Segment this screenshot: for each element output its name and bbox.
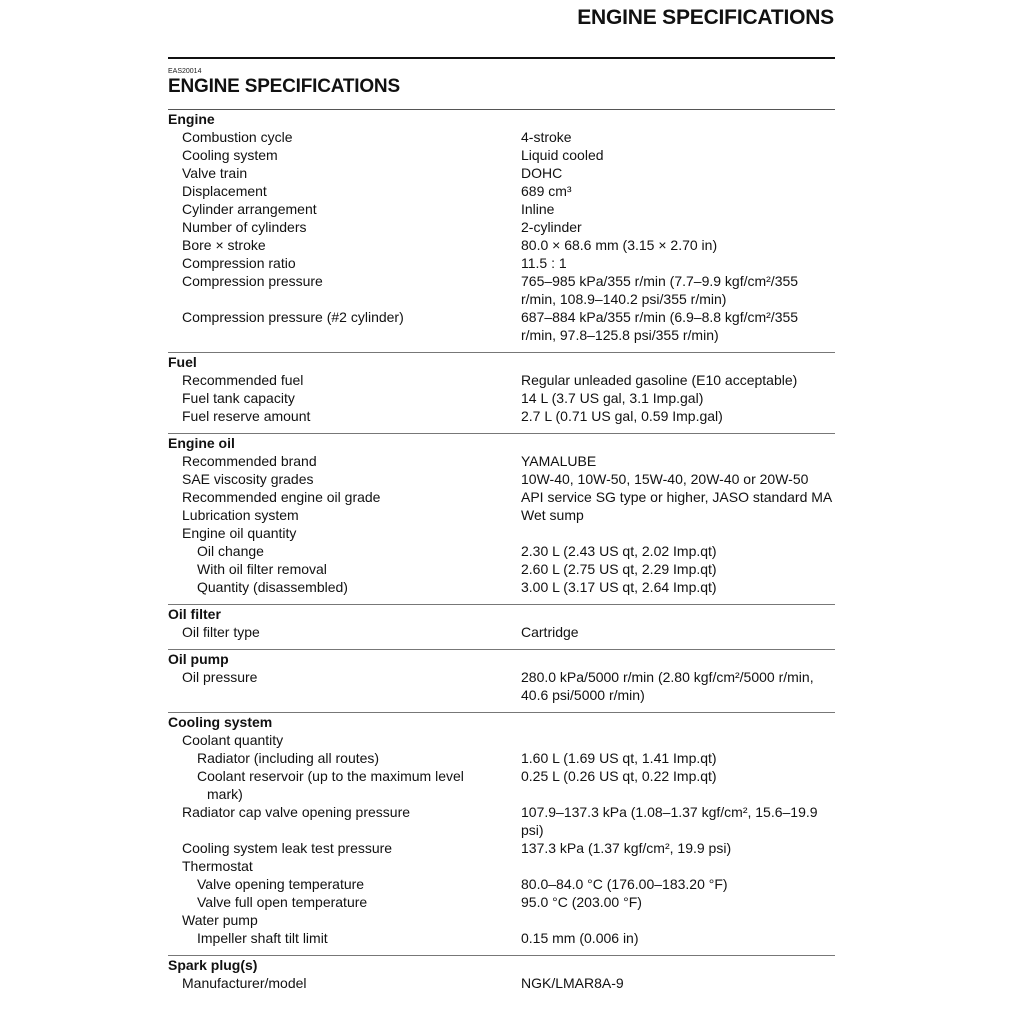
spec-row	[168, 893, 835, 911]
section-code: EAS20014	[168, 68, 202, 75]
spec-label	[168, 578, 521, 596]
spec-label-text: Cylinder arrangement	[182, 201, 317, 217]
spec-value: 80.0–84.0 °C (176.00–183.20 °F)	[521, 876, 728, 892]
spec-group	[168, 604, 835, 641]
spec-value: Regular unleaded gasoline (E10 acceptable)	[521, 372, 798, 388]
spec-label-text: Number of cylinders	[182, 219, 307, 235]
spec-value: Liquid cooled	[521, 147, 604, 163]
spec-label	[168, 470, 521, 488]
spec-row	[168, 857, 835, 875]
spec-label-text: Valve train	[182, 165, 248, 181]
spec-label	[168, 668, 521, 704]
spec-value: 765–985 kPa/355 r/min (7.7–9.9 kgf/cm²/355 r/min, 108.9–140.2 psi/355 r/min)	[521, 273, 799, 307]
spec-value	[521, 731, 835, 749]
spec-label-text: Displacement	[182, 183, 267, 199]
spec-label	[168, 200, 521, 218]
spec-value: 80.0 × 68.6 mm (3.15 × 2.70 in)	[521, 237, 718, 253]
spec-group-heading: Spark plug(s)	[168, 957, 258, 973]
spec-value: 687–884 kPa/355 r/min (6.9–8.8 kgf/cm²/355 r/min, 97.8–125.8 psi/355 r/min)	[521, 309, 799, 343]
spec-value	[521, 911, 835, 929]
spec-row	[168, 731, 835, 749]
spec-value: 11.5 : 1	[521, 255, 567, 271]
spec-label	[168, 164, 521, 182]
spec-label-text: Manufacturer/model	[182, 975, 307, 991]
spec-label	[168, 371, 521, 389]
spec-group-heading: Fuel	[168, 354, 197, 370]
spec-label-text: Fuel tank capacity	[182, 390, 295, 406]
spec-label	[168, 146, 521, 164]
spec-row	[168, 542, 835, 560]
spec-label-text: Combustion cycle	[182, 129, 293, 145]
spec-label-text: Recommended fuel	[182, 372, 304, 388]
spec-label-text: Radiator cap valve opening pressure	[182, 804, 411, 820]
spec-row	[168, 254, 835, 272]
spec-row	[168, 371, 835, 389]
spec-row	[168, 623, 835, 641]
spec-row	[168, 488, 835, 506]
spec-row	[168, 389, 835, 407]
spec-label-continuation: mark)	[207, 786, 243, 802]
spec-label	[168, 128, 521, 146]
spec-group-heading: Oil filter	[168, 606, 221, 622]
spec-label-text: Cooling system leak test pressure	[182, 840, 393, 856]
spec-value: 95.0 °C (203.00 °F)	[521, 894, 642, 910]
spec-label-text: Compression pressure (#2 cylinder)	[182, 309, 404, 325]
spec-label	[168, 929, 521, 947]
spec-value: 4-stroke	[521, 129, 572, 145]
spec-label-text: Recommended engine oil grade	[182, 489, 381, 505]
spec-label	[168, 560, 521, 578]
spec-group	[168, 352, 835, 425]
spec-row	[168, 668, 835, 704]
header-rule	[168, 57, 835, 59]
spec-group	[168, 712, 835, 947]
spec-group-heading: Engine	[168, 111, 215, 127]
spec-row	[168, 767, 835, 803]
spec-row	[168, 128, 835, 146]
spec-row	[168, 200, 835, 218]
spec-label-text: With oil filter removal	[197, 561, 327, 577]
spec-row	[168, 164, 835, 182]
spec-label	[168, 488, 521, 506]
spec-label-text: Fuel reserve amount	[182, 408, 311, 424]
spec-label-text: Compression ratio	[182, 255, 296, 271]
spec-value: YAMALUBE	[521, 453, 597, 469]
spec-row	[168, 272, 835, 308]
spec-value: 1.60 L (1.69 US qt, 1.41 Imp.qt)	[521, 750, 717, 766]
section-title: ENGINE SPECIFICATIONS	[168, 76, 400, 97]
spec-label	[168, 542, 521, 560]
spec-value: API service SG type or higher, JASO standard MA	[521, 489, 833, 505]
spec-row	[168, 560, 835, 578]
spec-value: 2-cylinder	[521, 219, 582, 235]
spec-row	[168, 470, 835, 488]
spec-table	[168, 110, 835, 992]
spec-group	[168, 649, 835, 704]
spec-label-text: Thermostat	[182, 858, 253, 874]
spec-label	[168, 857, 521, 875]
spec-row	[168, 308, 835, 344]
spec-value: 3.00 L (3.17 US qt, 2.64 Imp.qt)	[521, 579, 717, 595]
spec-label	[168, 893, 521, 911]
spec-value: 280.0 kPa/5000 r/min (2.80 kgf/cm²/5000 r/min, 40.6 psi/5000 r/min)	[521, 669, 814, 703]
spec-group-heading: Engine oil	[168, 435, 235, 451]
spec-row	[168, 524, 835, 542]
spec-label-text: Coolant quantity	[182, 732, 284, 748]
spec-label	[168, 974, 521, 992]
spec-row	[168, 839, 835, 857]
spec-label	[168, 452, 521, 470]
spec-label	[168, 308, 521, 344]
spec-label	[168, 839, 521, 857]
spec-value: DOHC	[521, 165, 563, 181]
spec-row	[168, 236, 835, 254]
spec-label	[168, 803, 521, 839]
spec-label	[168, 407, 521, 425]
spec-label-text: Cooling system	[182, 147, 278, 163]
spec-value: 0.25 L (0.26 US qt, 0.22 Imp.qt)	[521, 768, 717, 784]
spec-row	[168, 578, 835, 596]
spec-value: Cartridge	[521, 624, 579, 640]
spec-group	[168, 433, 835, 596]
spec-label	[168, 182, 521, 200]
spec-label-text: Valve opening temperature	[197, 876, 365, 892]
spec-label-text: Lubrication system	[182, 507, 299, 523]
spec-value: 10W-40, 10W-50, 15W-40, 20W-40 or 20W-50	[521, 471, 809, 487]
spec-label-text: Engine oil quantity	[182, 525, 297, 541]
spec-row	[168, 803, 835, 839]
spec-label-text: Water pump	[182, 912, 258, 928]
spec-label	[168, 254, 521, 272]
spec-value: 2.30 L (2.43 US qt, 2.02 Imp.qt)	[521, 543, 717, 559]
spec-value: Inline	[521, 201, 555, 217]
spec-row	[168, 407, 835, 425]
spec-label	[168, 911, 521, 929]
spec-row	[168, 182, 835, 200]
spec-label	[168, 731, 521, 749]
spec-value: 689 cm³	[521, 183, 572, 199]
spec-group	[168, 955, 835, 992]
spec-label-text: Recommended brand	[182, 453, 317, 469]
spec-value	[521, 857, 835, 875]
spec-value: 107.9–137.3 kPa (1.08–1.37 kgf/cm², 15.6–19.9 psi)	[521, 804, 818, 838]
spec-row	[168, 506, 835, 524]
spec-value: 0.15 mm (0.006 in)	[521, 930, 639, 946]
spec-row	[168, 452, 835, 470]
spec-label	[168, 524, 521, 542]
spec-label-text: Oil filter type	[182, 624, 260, 640]
spec-group	[168, 110, 835, 344]
spec-label	[168, 236, 521, 254]
spec-label-text: Oil pressure	[182, 669, 258, 685]
spec-value: NGK/LMAR8A-9	[521, 975, 624, 991]
spec-row	[168, 929, 835, 947]
spec-label-text: Coolant reservoir (up to the maximum level	[197, 768, 464, 784]
spec-row	[168, 146, 835, 164]
spec-label	[168, 767, 521, 803]
spec-label	[168, 218, 521, 236]
spec-value: 137.3 kPa (1.37 kgf/cm², 19.9 psi)	[521, 840, 732, 856]
spec-label	[168, 389, 521, 407]
spec-value: Wet sump	[521, 507, 584, 523]
spec-row	[168, 218, 835, 236]
spec-row	[168, 875, 835, 893]
spec-group-heading: Oil pump	[168, 651, 229, 667]
spec-label-text: SAE viscosity grades	[182, 471, 314, 487]
spec-row	[168, 911, 835, 929]
spec-label-text: Radiator (including all routes)	[197, 750, 380, 766]
spec-row	[168, 749, 835, 767]
spec-label-text: Impeller shaft tilt limit	[197, 930, 328, 946]
spec-label	[168, 506, 521, 524]
spec-label-text: Valve full open temperature	[197, 894, 368, 910]
running-header: ENGINE SPECIFICATIONS	[577, 6, 834, 29]
spec-value	[521, 524, 835, 542]
spec-row	[168, 974, 835, 992]
spec-label-text: Bore × stroke	[182, 237, 266, 253]
spec-label	[168, 749, 521, 767]
spec-group-heading: Cooling system	[168, 714, 273, 730]
spec-label-text: Quantity (disassembled)	[197, 579, 348, 595]
spec-label-text: Oil change	[197, 543, 264, 559]
spec-value: 2.7 L (0.71 US gal, 0.59 Imp.gal)	[521, 408, 723, 424]
spec-label	[168, 875, 521, 893]
spec-value: 2.60 L (2.75 US qt, 2.29 Imp.qt)	[521, 561, 717, 577]
spec-value: 14 L (3.7 US gal, 3.1 Imp.gal)	[521, 390, 704, 406]
spec-label	[168, 272, 521, 308]
spec-label-text: Compression pressure	[182, 273, 323, 289]
spec-label	[168, 623, 521, 641]
